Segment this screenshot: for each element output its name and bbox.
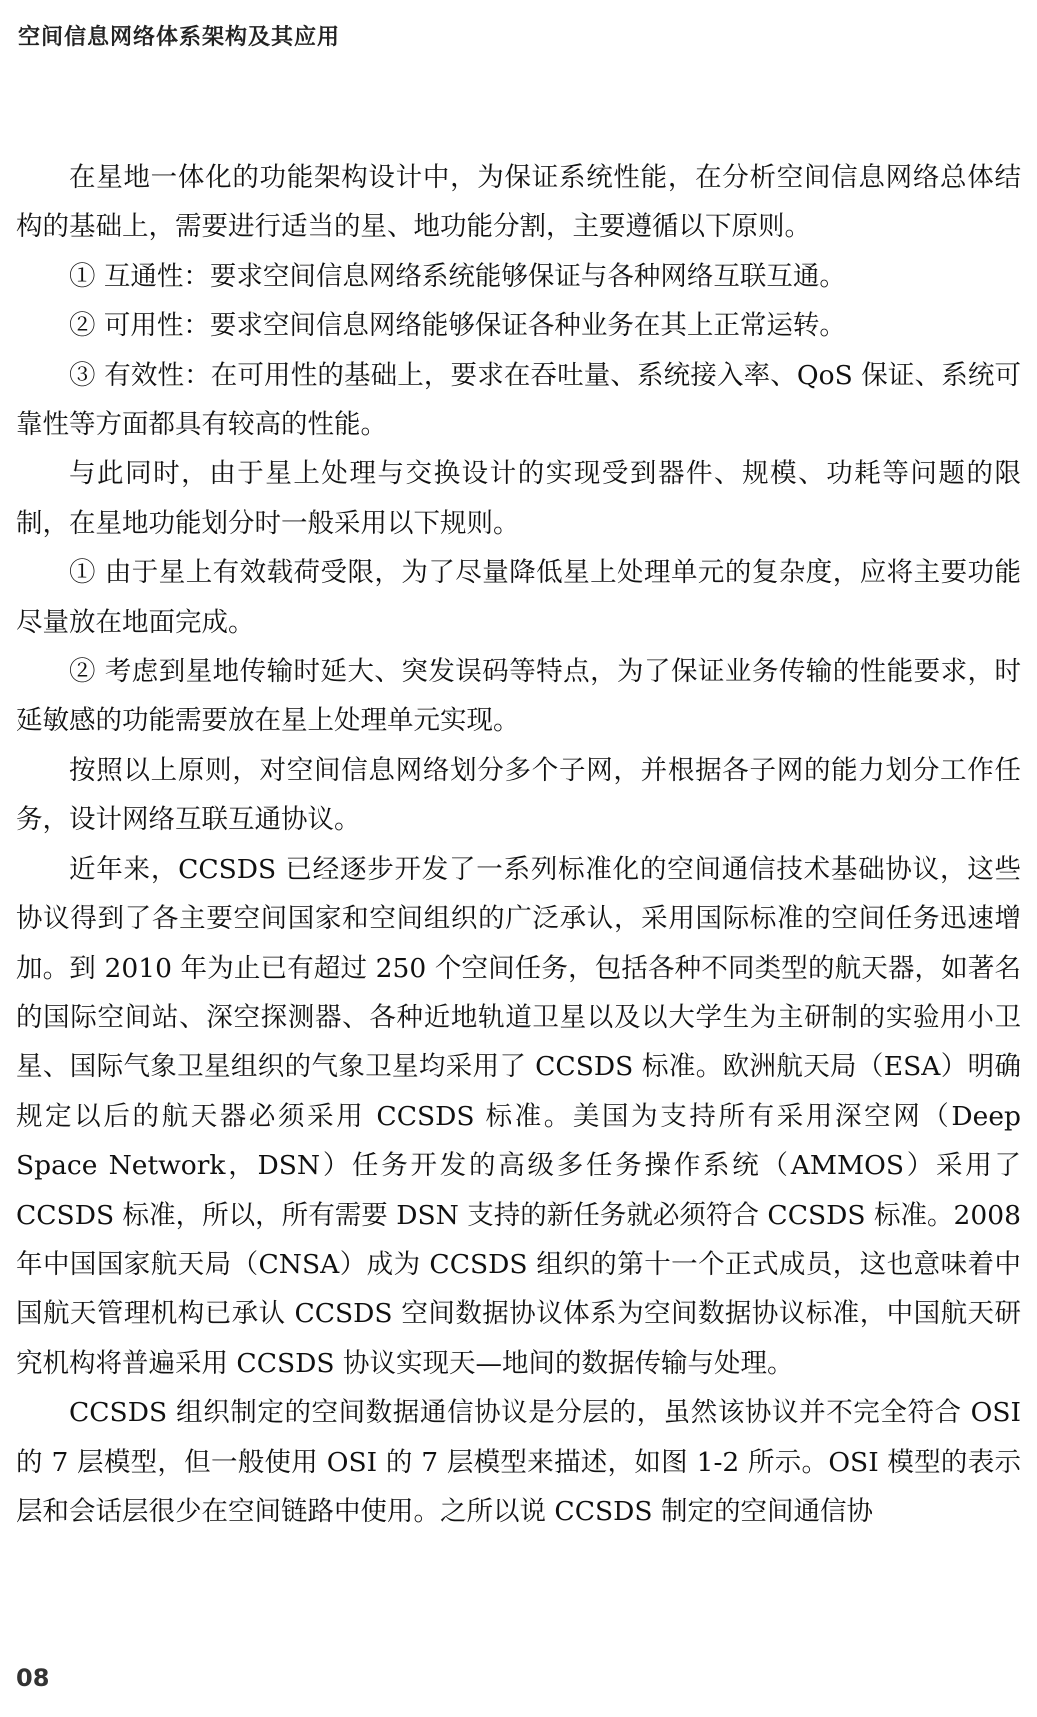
list-item-effectiveness: ③ 有效性：在可用性的基础上，要求在吞吐量、系统接入率、QoS 保证、系统可靠性等方面都具有较高的性能。 — [16, 359, 1021, 441]
body-text — [16, 153, 1021, 1536]
paragraph-ccsds-layers: CCSDS 组织制定的空间数据通信协议是分层的，虽然该协议并不完全符合 OSI 的 7 层模型，但一般使用 OSI 的 7 层模型来描述，如图 1-2 所示。OSI 模型的表示层和会话层很少在空间链路中使用。之所以说 CCSDS 制定的空间通信协 — [16, 1397, 1021, 1527]
list-item-interoperability: ① 互通性：要求空间信息网络系统能够保证与各种网络互联互通。 — [69, 260, 846, 292]
list-item-payload-limit: ① 由于星上有效载荷受限，为了尽量降低星上处理单元的复杂度，应将主要功能尽量放在地面完成。 — [16, 557, 1021, 638]
running-header-title: 空间信息网络体系架构及其应用 — [18, 25, 341, 50]
page-number: 08 — [16, 1664, 50, 1692]
list-item-latency: ② 考虑到星地传输时延大、突发误码等特点，为了保证业务传输的性能要求，时延敏感的功能需要放在星上处理单元实现。 — [16, 656, 1021, 737]
list-item-availability: ② 可用性：要求空间信息网络能够保证各种业务在其上正常运转。 — [69, 310, 846, 342]
paragraph-ccsds-history: 近年来，CCSDS 已经逐步开发了一系列标准化的空间通信技术基础协议，这些协议得到了各主要空间国家和空间组织的广泛承认，采用国际标准的空间任务迅速增加。到 2010 年为止已有超过 250 个空间任务，包括各种不同类型的航天器，如著名的国际空间站、深空探测器、各种近地轨道卫星以及以大学生为主研制的实验用小卫星、国际气象卫星组织的气象卫星均采用了 CCSDS 标准。欧洲航天局（ESA）明确规定以后的航天器必须采用 CCSDS 标准。美国为支持所有采用深空网（Deep Space Network，DSN）任务开发的高级多任务操作系统（AMMOS）采用了 CCSDS 标准，所以，所有需要 DSN 支持的新任务就必须符合 CCSDS 标准。2008 年中国国家航天局（CNSA）成为 CCSDS 组织的第十一个正式成员，这也意味着中国航天管理机构已承认 CCSDS 空间数据协议体系为空间数据协议标准，中国航天研究机构将普遍采用 CCSDS 协议实现天—地间的数据传输与处理。 — [16, 853, 1021, 1379]
paragraph-intro: 在星地一体化的功能架构设计中，为保证系统性能，在分析空间信息网络总体结构的基础上，需要进行适当的星、地功能分割，主要遵循以下原则。 — [16, 162, 1021, 243]
paragraph-constraints: 与此同时，由于星上处理与交换设计的实现受到器件、规模、功耗等问题的限制，在星地功能划分时一般采用以下规则。 — [16, 458, 1021, 539]
paragraph-principles: 按照以上原则，对空间信息网络划分多个子网，并根据各子网的能力划分工作任务，设计网络互联互通协议。 — [16, 754, 1021, 836]
